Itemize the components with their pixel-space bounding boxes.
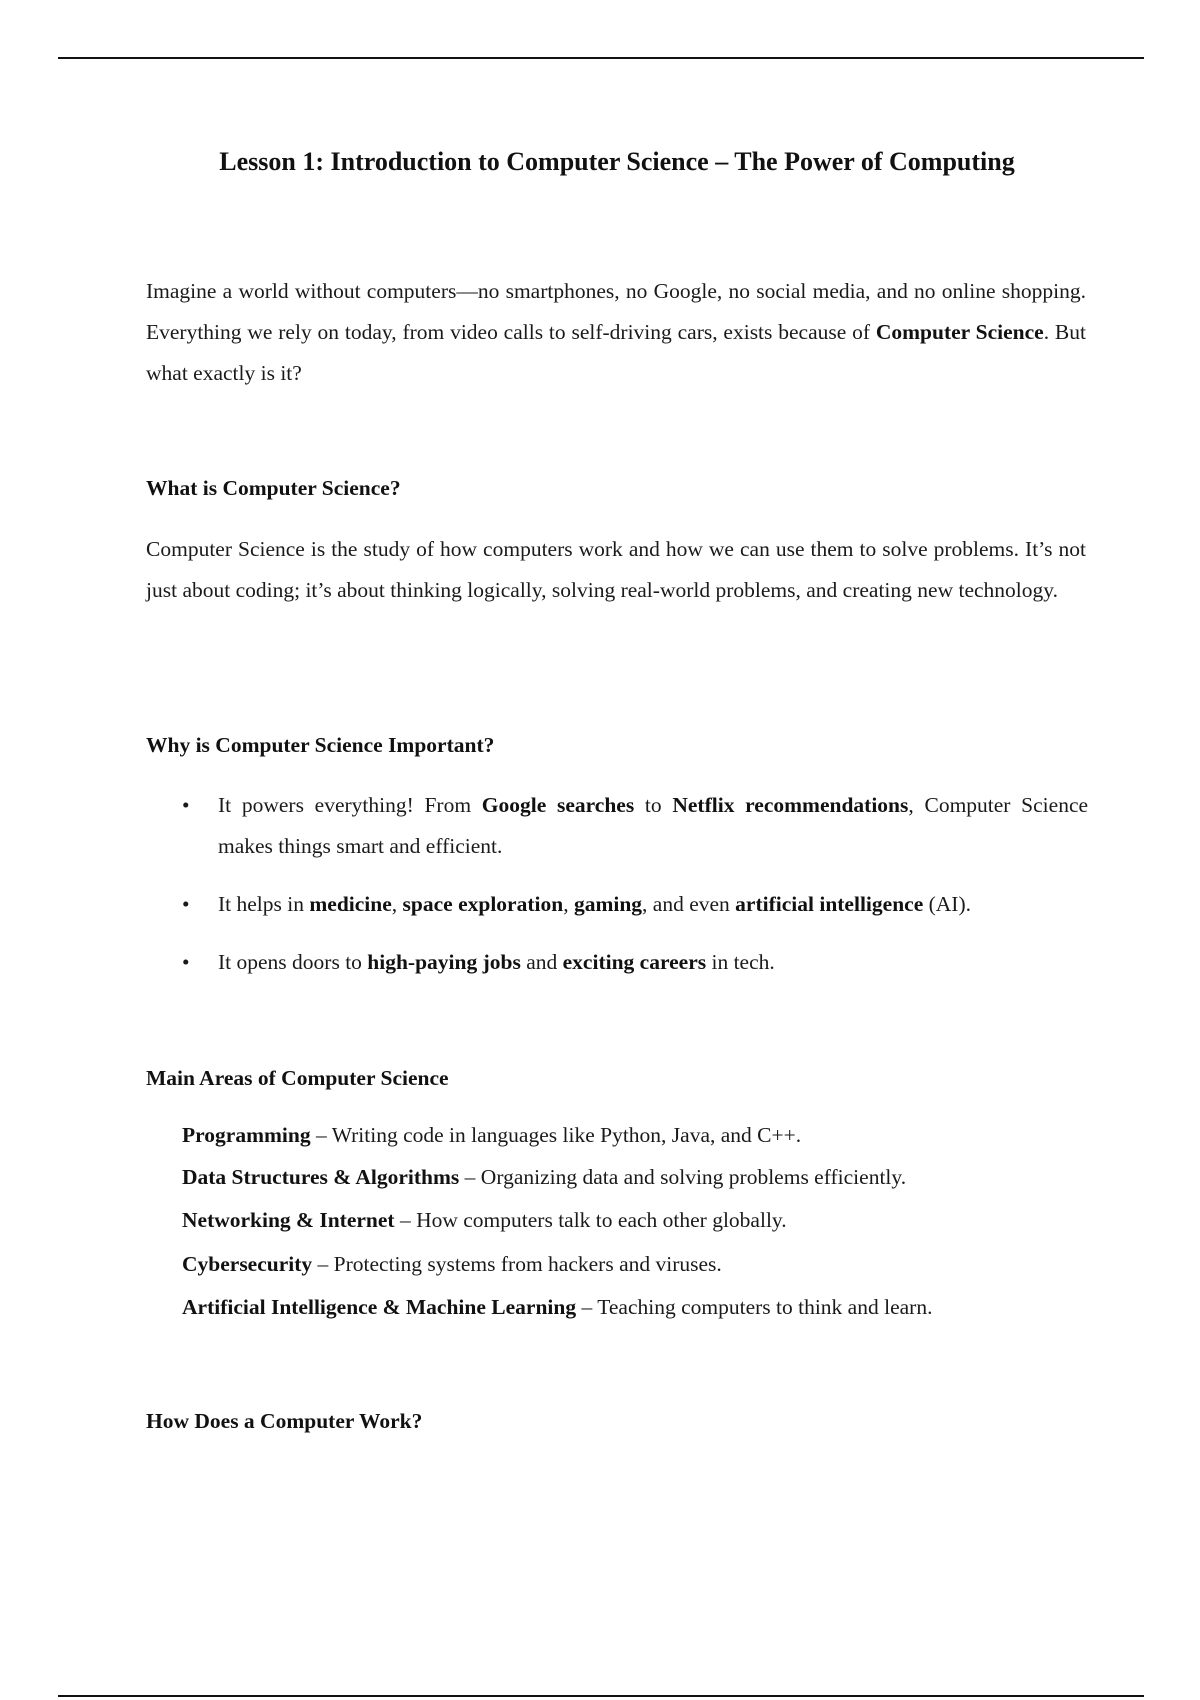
page-title: Lesson 1: Introduction to Computer Science – The Power of Computing: [219, 147, 1015, 176]
section-heading-why-important: Why is Computer Science Important?: [146, 733, 495, 757]
intro-paragraph: [146, 271, 1086, 394]
section-heading-how-works: How Does a Computer Work?: [146, 1409, 423, 1433]
bullet-icon: •: [182, 892, 190, 916]
list-item: [146, 884, 1088, 925]
area-item: [182, 1292, 932, 1322]
area-item: [182, 1162, 906, 1192]
area-term: Networking & Internet: [182, 1208, 395, 1232]
area-desc: – Writing code in languages like Python, Java, and C++.: [310, 1123, 802, 1147]
intro-bold-term: Computer Science: [875, 320, 1044, 344]
area-term: Data Structures & Algorithms: [182, 1165, 460, 1189]
area-desc: – Protecting systems from hackers and viruses.: [312, 1252, 722, 1276]
area-term: Programming: [182, 1123, 311, 1147]
bullet-text: It opens doors to high-paying jobs and exciting careers in tech.: [218, 950, 775, 974]
area-desc: – Teaching computers to think and learn.: [576, 1295, 933, 1319]
intro-text-2: . But what exactly is it?: [146, 320, 1086, 385]
bullet-text: It powers everything! From Google searches to Netflix recommendations, Computer Science makes things smart and efficient.: [218, 793, 1089, 858]
list-item: [146, 785, 1088, 867]
section-heading-what-is: What is Computer Science?: [146, 476, 401, 500]
area-item: [182, 1120, 801, 1150]
bullet-icon: •: [182, 950, 190, 974]
what-is-paragraph: Computer Science is the study of how computers work and how we can use them to solve problems. It’s not just about coding; it’s about thinking logically, solving real-world problems, and creating new technology.: [146, 537, 1086, 602]
bullet-text: It helps in medicine, space exploration, gaming, and even artificial intelligence (AI).: [218, 892, 971, 916]
area-term: Artificial Intelligence & Machine Learning: [182, 1295, 577, 1319]
section-heading-main-areas: Main Areas of Computer Science: [146, 1066, 449, 1090]
area-item: [182, 1205, 787, 1235]
area-item: [182, 1249, 722, 1279]
list-item: [146, 942, 1088, 983]
area-desc: – Organizing data and solving problems efficiently.: [459, 1165, 907, 1189]
header-rule: [58, 57, 1144, 59]
intro-text-1: Imagine a world without computers—no smartphones, no Google, no social media, and no online shopping. Everything we rely on today, from video calls to self-driving cars, exists because of: [146, 279, 1086, 344]
footer-rule: [58, 1695, 1144, 1697]
area-desc: – How computers talk to each other globally.: [394, 1208, 787, 1232]
bullet-icon: •: [182, 793, 190, 817]
area-term: Cybersecurity: [182, 1252, 313, 1276]
